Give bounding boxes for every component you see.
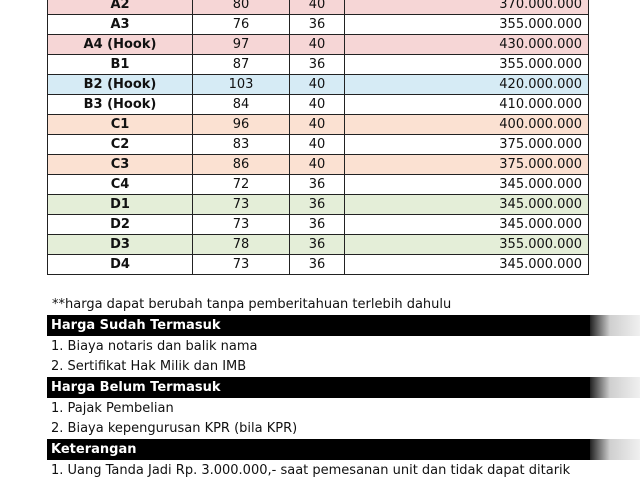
building-area-cell: 36: [290, 55, 345, 75]
land-area-cell: 97: [193, 35, 290, 55]
land-area-cell: 83: [193, 135, 290, 155]
table-row: [48, 75, 589, 95]
unit-cell: C2: [48, 135, 193, 155]
remarks-item-1: 1. Uang Tanda Jadi Rp. 3.000.000,- saat pemesanan unit dan tidak dapat ditarik: [51, 463, 571, 478]
price-cell: 400.000.000: [345, 115, 589, 135]
building-area-cell: 40: [290, 75, 345, 95]
building-area-cell: 40: [290, 115, 345, 135]
price-cell: 345.000.000: [345, 195, 589, 215]
unit-cell: A4 (Hook): [48, 35, 193, 55]
table-row: [48, 35, 589, 55]
unit-cell: D2: [48, 215, 193, 235]
price-cell: 355.000.000: [345, 15, 589, 35]
land-area-cell: 73: [193, 255, 290, 275]
land-area-cell: 87: [193, 55, 290, 75]
building-area-cell: 40: [290, 155, 345, 175]
price-cell: 430.000.000: [345, 35, 589, 55]
land-area-cell: 86: [193, 155, 290, 175]
building-area-cell: 36: [290, 235, 345, 255]
unit-cell: D4: [48, 255, 193, 275]
price-cell: 375.000.000: [345, 135, 589, 155]
price-cell: 345.000.000: [345, 215, 589, 235]
building-area-cell: 40: [290, 0, 345, 15]
table-row: [48, 155, 589, 175]
unit-cell: C4: [48, 175, 193, 195]
table-row: [48, 215, 589, 235]
table-row: [48, 135, 589, 155]
price-cell: 410.000.000: [345, 95, 589, 115]
header-shadow: [590, 315, 640, 336]
table-row: [48, 95, 589, 115]
price-table: [47, 0, 589, 275]
price-cell: 355.000.000: [345, 55, 589, 75]
table-row: [48, 175, 589, 195]
land-area-cell: 103: [193, 75, 290, 95]
included-header: Harga Sudah Termasuk: [47, 315, 590, 336]
land-area-cell: 78: [193, 235, 290, 255]
price-cell: 370.000.000: [345, 0, 589, 15]
building-area-cell: 36: [290, 215, 345, 235]
land-area-cell: 84: [193, 95, 290, 115]
price-cell: 420.000.000: [345, 75, 589, 95]
land-area-cell: 80: [193, 0, 290, 15]
unit-cell: A3: [48, 15, 193, 35]
price-cell: 345.000.000: [345, 255, 589, 275]
land-area-cell: 76: [193, 15, 290, 35]
table-row: [48, 195, 589, 215]
land-area-cell: 73: [193, 195, 290, 215]
unit-cell: B1: [48, 55, 193, 75]
unit-cell: D1: [48, 195, 193, 215]
included-item-2: 2. Sertifikat Hak Milik dan IMB: [51, 359, 247, 374]
table-row: [48, 0, 589, 15]
excluded-item-2: 2. Biaya kepengurusan KPR (bila KPR): [51, 421, 298, 436]
price-cell: 375.000.000: [345, 155, 589, 175]
unit-cell: B3 (Hook): [48, 95, 193, 115]
unit-cell: C1: [48, 115, 193, 135]
unit-cell: B2 (Hook): [48, 75, 193, 95]
table-row: [48, 55, 589, 75]
land-area-cell: 73: [193, 215, 290, 235]
building-area-cell: 36: [290, 195, 345, 215]
unit-cell: A2: [48, 0, 193, 15]
land-area-cell: 72: [193, 175, 290, 195]
table-row: [48, 115, 589, 135]
header-shadow: [590, 439, 640, 460]
table-row: [48, 235, 589, 255]
building-area-cell: 36: [290, 175, 345, 195]
table-row: [48, 255, 589, 275]
excluded-item-1: 1. Pajak Pembelian: [51, 401, 174, 416]
building-area-cell: 40: [290, 35, 345, 55]
building-area-cell: 36: [290, 15, 345, 35]
unit-cell: C3: [48, 155, 193, 175]
price-cell: 345.000.000: [345, 175, 589, 195]
building-area-cell: 36: [290, 255, 345, 275]
price-cell: 355.000.000: [345, 235, 589, 255]
building-area-cell: 40: [290, 95, 345, 115]
land-area-cell: 96: [193, 115, 290, 135]
remarks-header: Keterangan: [47, 439, 590, 460]
unit-cell: D3: [48, 235, 193, 255]
header-shadow: [590, 377, 640, 398]
price-table-body: [48, 0, 589, 275]
table-row: [48, 15, 589, 35]
building-area-cell: 40: [290, 135, 345, 155]
included-item-1: 1. Biaya notaris dan balik nama: [51, 339, 258, 354]
excluded-header: Harga Belum Termasuk: [47, 377, 590, 398]
price-note: **harga dapat berubah tanpa pemberitahuan terlebih dahulu: [52, 297, 452, 312]
